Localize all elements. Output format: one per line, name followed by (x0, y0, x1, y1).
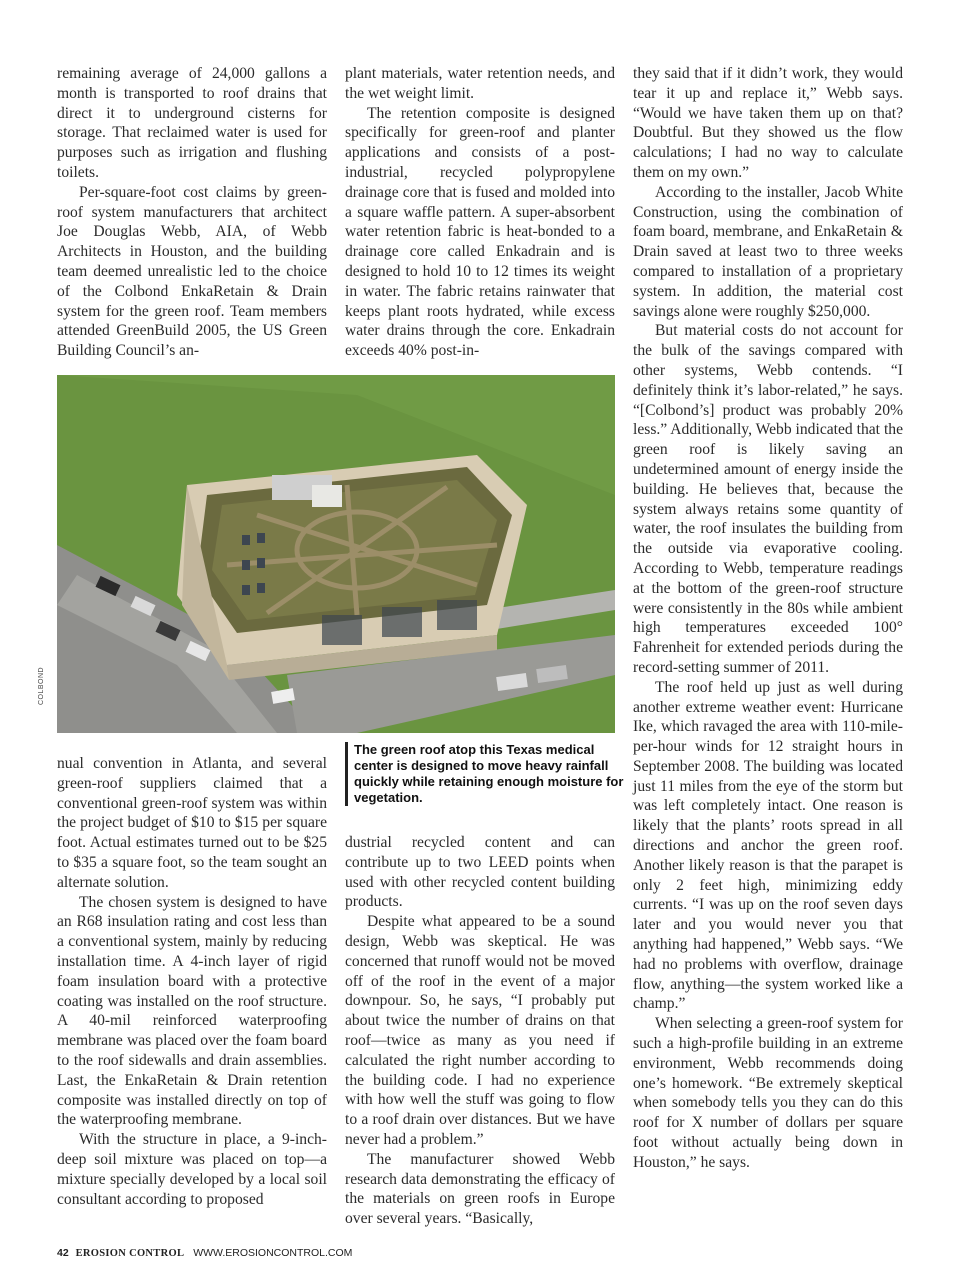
photo-caption: The green roof atop this Texas medical center is designed to move heavy rainfall quickly while retaining enough moisture for vegetation. (345, 742, 624, 806)
column-3 (633, 64, 903, 1173)
column-1-bottom (57, 754, 327, 1209)
paragraph: The roof held up just as well during another extreme weather event: Hurricane Ike, which ravaged the area with 110-mile-per-hour winds for 12 straight hours in September 2008. The building was located just 11 miles from the eye of the storm but was left completely intact. One reason is likely that the plants’ roots spread in all directions and anchor the green roof. Another likely reason is that the parapet is only 2 feet high, minimizing eddy currents. “I was up on the roof seven days later and you would never you that anything had happened,” Webb says. “We had no problems with overflow, drainage flow, anything—the system worked like a champ.” (633, 678, 903, 1013)
magazine-name: EROSION CONTROL (75, 1248, 185, 1259)
photo-credit: COLBOND (38, 666, 45, 705)
column-2-top (345, 64, 615, 361)
paragraph: The manufacturer showed Webb research data demonstrating the efficacy of the materials on green roofs in Europe over several years. “Basically, (345, 1150, 615, 1228)
paragraph: But material costs do not account for the bulk of the savings compared with other systems, Webb contends. “I definitely think it’s labor-related,” he says. “[Colbond’s] product was probably 20% less.” Additionally, Webb indicated that the green roof is likely saving an undetermined amount of energy inside the building. He believes that, because the system always retains some quantity of water, the roof insulates the building from the outside via evaporative cooling. According to Webb, temperature readings at the bottom of the green-roof structure were consistently in the 80s while ambient high temperatures exceeded 100° Fahrenheit for extended periods during the record-setting summer of 2011. (633, 322, 903, 676)
paragraph: dustrial recycled content and can contribute up to two LEED points when used with other recycled content building products. (345, 834, 615, 911)
paragraph: Per-square-foot cost claims by green-roof system manufacturers that architect Joe Douglas Webb, AIA, of Webb Architects in Houston, and the building team deemed unrealistic led to the choice of the Colbond EnkaRetain & Drain system for the green roof. Team members attended GreenBuild 2005, the US Green Building Council’s an- (57, 183, 327, 360)
paragraph: According to the installer, Jacob White Construction, using the combination of foam board, membrane, and EnkaRetain & Drain saved at least two to three weeks compared to installation of a proprietary system. In addition, the material cost savings alone were roughly $250,000. (633, 183, 903, 320)
magazine-url: WWW.EROSIONCONTROL.COM (193, 1247, 353, 1259)
paragraph: plant materials, water retention needs, and the wet weight limit. (345, 65, 615, 102)
page-number: 42 (57, 1247, 69, 1259)
paragraph: Despite what appeared to be a sound design, Webb was skeptical. He was concerned that runoff would not be moved off of the roof in the event of a major downpour. So, he says, “I probably put about twice the number of drains on that roof—twice as many as you need if calculated the right number according to the building code. I had no experience with how well the stuff was going to flow to a roof drain over distances. But we have never had a problem.” (345, 913, 615, 1148)
paragraph: The retention composite is designed specifically for green-roof and planter applications and consists of a post-industrial, recycled polypropylene drainage core that is fused and molded into a square waffle pattern. A super-absorbent water retention fabric is heat-bonded to a drainage core called Enkadrain and is designed to hold 10 to 12 times its weight in water. The fabric retains rainwater that keeps plant roots hydrated, while excess water drains through the core. Enkadrain exceeds 40% post-in- (345, 104, 615, 360)
green-roof-aerial-photo (57, 375, 615, 733)
paragraph: they said that if it didn’t work, they would tear it up and replace it,” Webb says. “Would we have taken them up on that? Doubtful. But they showed us the flow calculations; I had no way to calculate them on my own.” (633, 65, 903, 181)
column-2-bottom (345, 833, 615, 1229)
paragraph: With the structure in place, a 9-inch-deep soil mixture was placed on top—a mixture specially developed by a local soil consultant according to proposed (57, 1131, 327, 1208)
page-footer (57, 1247, 352, 1259)
paragraph: remaining average of 24,000 gallons a month is transported to roof drains that direct it to underground cisterns for storage. That reclaimed water is used for purposes such as irrigation and flushing toilets. (57, 65, 327, 181)
column-1-top (57, 64, 327, 361)
paragraph: When selecting a green-roof system for such a high-profile building in an extreme environment, Webb recommends doing one’s homework. “Be extremely skeptical when somebody tells you they can do this roof for X number of dollars per square foot without actually being down in Houston,” he says. (633, 1015, 903, 1171)
paragraph: nual convention in Atlanta, and several green-roof suppliers claimed that a conventional green-roof system was within the project budget of $10 to $15 per square foot. Actual estimates turned out to be $25 to $35 a square foot, so the team sought an alternate solution. (57, 755, 327, 891)
paragraph: The chosen system is designed to have an R68 insulation rating and cost less than a conventional system, mainly by reducing installation time. A 4-inch layer of rigid foam insulation board with a protective coating was installed on the roof structure. A 40-mil reinforced waterproofing membrane was placed over the foam board to the roof sidewalls and drain assemblies. Last, the EnkaRetain & Drain retention composite was installed directly on top of the waterproofing membrane. (57, 893, 327, 1129)
